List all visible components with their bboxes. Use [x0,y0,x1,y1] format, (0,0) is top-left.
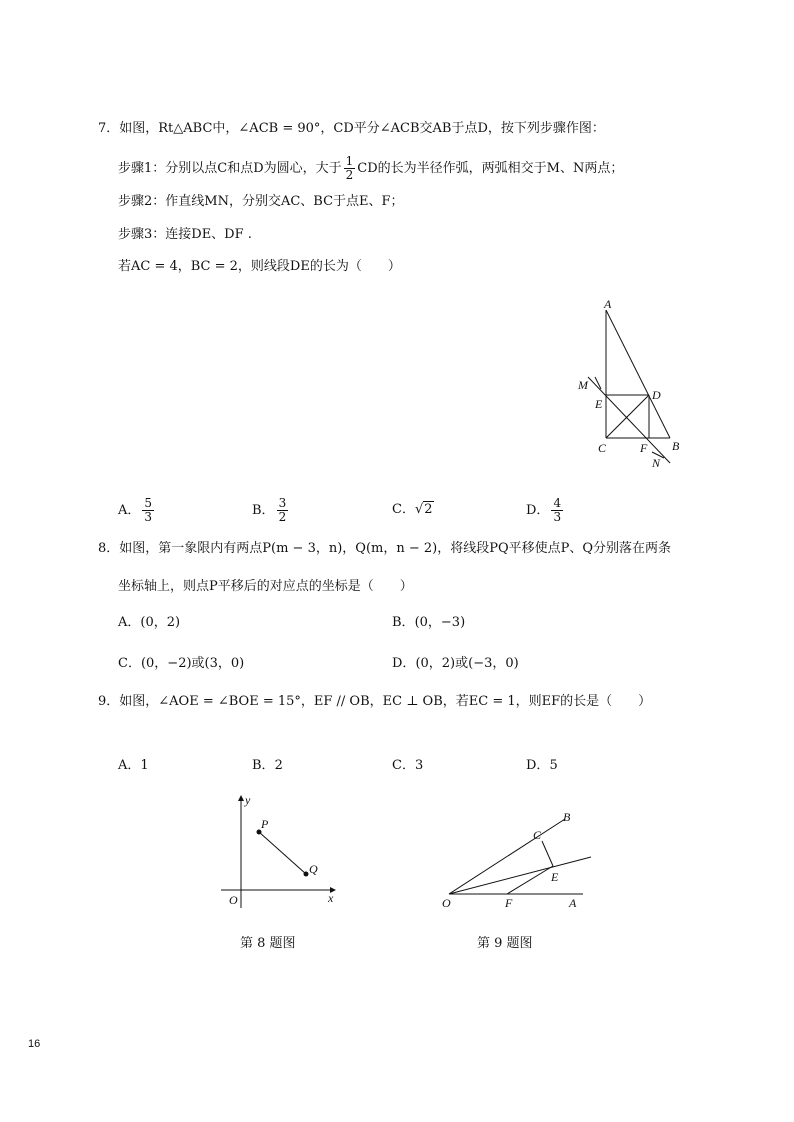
ray-ob [449,819,565,894]
q9-option-b[interactable] [252,757,283,775]
segment-ef [507,866,553,894]
q9-option-d[interactable] [526,757,558,775]
q7-option-a-den: 3 [144,510,153,524]
q7-stem: 7．如图，Rt△ABC中，∠ACB = 90°，CD平分∠ACB交AB于点D，按下列步骤作图： [98,121,605,136]
q8-option-b-letter: B． [392,615,415,630]
q8-label-q: Q [309,862,318,876]
q7-step1-numerator: 1 [345,154,354,168]
q7-label-a: A [604,297,612,311]
q7-step3: 步骤3：连接DE、DF . [118,227,252,242]
q8-figure [215,790,345,915]
q9-label-a: A [569,896,577,910]
segment-ec [542,841,553,866]
q8-label-o: O [229,893,238,907]
q7-step1-fraction [344,155,356,182]
q8-stem-continued: 坐标轴上，则点P平移后的对应点的坐标是（ ） [118,579,413,594]
q8-label-y: y [245,793,251,807]
q7-label-d: D [652,388,661,402]
page-number: 16 [28,1038,41,1050]
q9-option-a-letter: A． [118,758,141,773]
q8-stem: 8．如图，第一象限内有两点P(m − 3，n)，Q(m，n − 2)，将线段PQ平移使点P、Q分别落在两条 [98,541,672,556]
q7-step1-denominator: 2 [345,168,354,182]
q8-option-c-text: (0，−2)或(3，0) [140,656,245,671]
q9-label-f: F [505,896,513,910]
q7-condition: 若AC = 4，BC = 2，则线段DE的长为（ ） [118,259,401,274]
q9-option-a[interactable] [118,757,149,775]
q9-option-c-text: 3 [414,758,424,773]
q9-option-a-text: 1 [140,758,149,773]
q8-label-x: x [328,891,334,905]
q8-option-d-letter: D． [392,656,416,671]
q7-option-d-den: 3 [553,510,562,524]
point-q [304,872,309,877]
q7-label-n: N [652,456,661,470]
q8-option-d-text: (0，2)或(−3，0) [415,656,519,671]
q9-figure-caption: 第 9 题图 [477,936,533,951]
sqrt-symbol: √2 [414,502,433,517]
q9-option-d-letter: D． [526,758,550,773]
q7-label-f: F [640,441,648,455]
q8-option-c-letter: C． [118,656,141,671]
q9-option-d-text: 5 [549,758,558,773]
q8-option-a-text: (0，2) [140,615,181,630]
q9-stem: 9．如图，∠AOE = ∠BOE = 15°，EF // OB，EC ⊥ OB，若EC = 1，则EF的长是（ ） [98,694,652,709]
q9-option-b-letter: B． [252,758,275,773]
ray-oe [449,857,591,894]
segment-pq [259,832,306,874]
q9-option-b-text: 2 [274,758,283,773]
q8-option-a[interactable] [118,614,180,632]
q8-label-p: P [261,817,269,831]
q8-figure-caption: 第 8 题图 [240,936,296,951]
q7-option-a-letter: A． [118,503,141,518]
q8-option-d[interactable] [392,655,519,673]
q7-label-e: E [595,397,603,411]
q7-step1-text-a: 步骤1：分别以点C和点D为圆心，大于 [118,161,342,176]
q7-figure [570,295,690,475]
q7-option-d-num: 4 [553,496,562,510]
q7-option-c-letter: C． [392,502,415,517]
q7-option-a-num: 5 [144,496,153,510]
q7-option-b-den: 2 [278,510,287,524]
q7-option-d[interactable] [526,497,565,524]
q9-label-e: E [551,870,559,884]
q7-step1-text-b: CD的长为半径作弧，两弧相交于M、N两点； [357,161,624,176]
q9-label-b: B [563,810,571,824]
q9-label-c: C [533,828,542,842]
q9-label-o: O [442,896,451,910]
q7-option-b-letter: B． [252,503,275,518]
q7-option-b[interactable] [252,497,290,524]
q7-step1 [118,155,623,182]
q7-label-c: C [598,441,607,455]
q9-option-c-letter: C． [392,758,415,773]
q7-option-d-letter: D． [526,503,550,518]
q7-step2: 步骤2：作直线MN，分别交AC、BC于点E、F； [118,194,404,209]
q7-option-c-radicand: 2 [424,502,433,517]
q9-option-c[interactable] [392,757,423,775]
q7-option-c[interactable] [392,501,434,519]
q8-option-b[interactable] [392,614,465,632]
q8-option-a-letter: A． [118,615,141,630]
q9-figure [435,805,605,915]
q7-option-b-num: 3 [278,496,287,510]
q7-label-b: B [672,439,680,453]
q7-option-a[interactable] [118,497,156,524]
q7-label-m: M [578,378,588,392]
q8-option-b-text: (0，−3) [414,615,466,630]
q8-option-c[interactable] [118,655,244,673]
